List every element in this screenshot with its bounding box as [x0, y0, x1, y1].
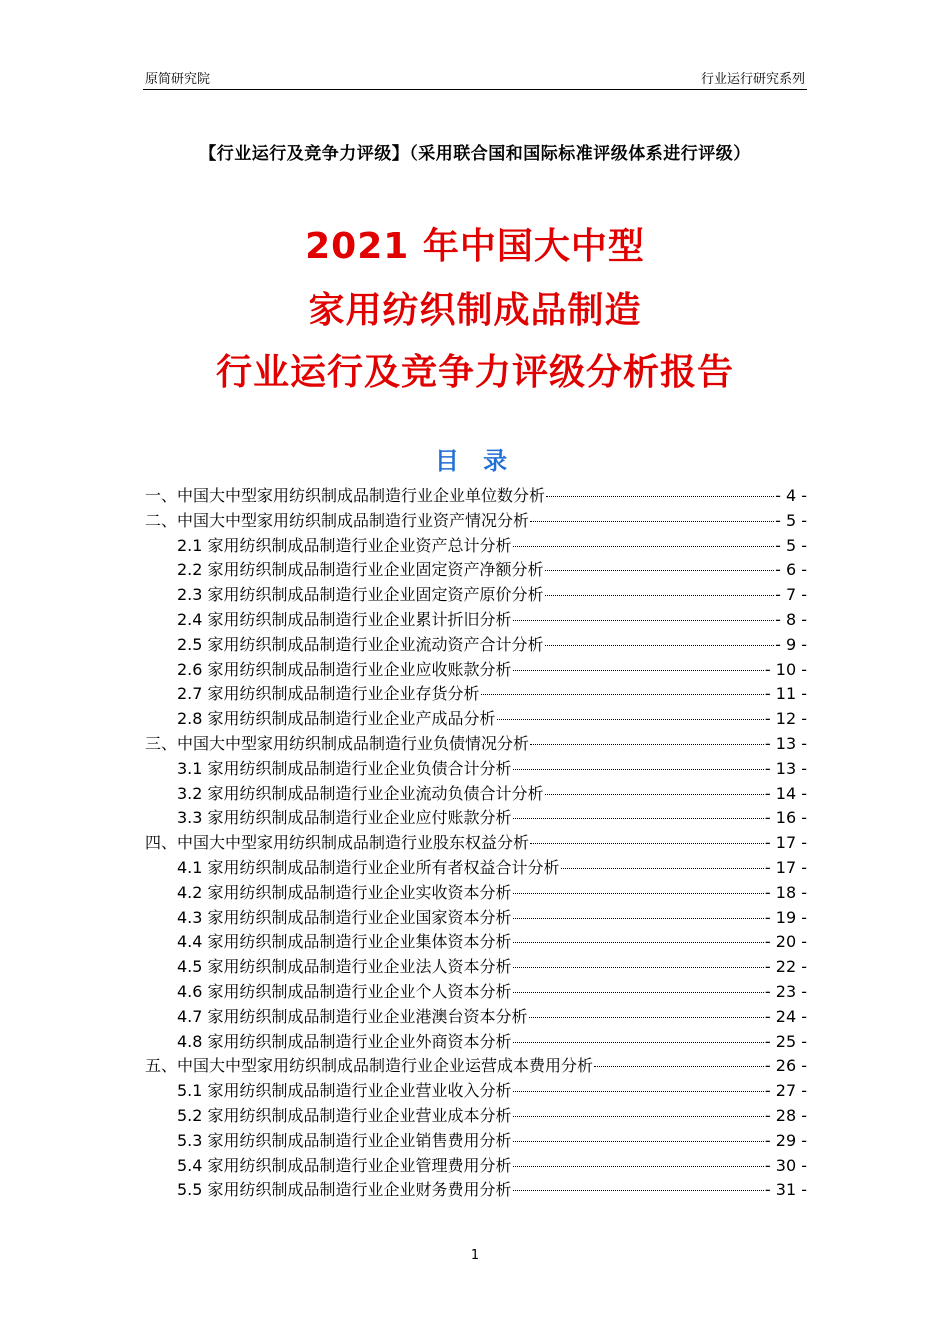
toc-entry-page: - 26 - [764, 1056, 807, 1076]
toc-entry-title: 5.2 家用纺织制成品制造行业企业营业成本分析 [177, 1105, 512, 1125]
toc-entry[interactable] [145, 905, 807, 930]
toc-entry[interactable] [145, 979, 807, 1004]
toc-entry[interactable] [145, 1177, 807, 1202]
toc-entry-title: 3.3 家用纺织制成品制造行业企业应付账款分析 [177, 808, 512, 828]
toc-dot-leader [513, 992, 764, 993]
toc-entry[interactable] [145, 557, 807, 582]
toc-entry-page: - 27 - [764, 1081, 807, 1101]
toc-dot-leader [497, 719, 764, 720]
toc-entry[interactable] [145, 508, 807, 533]
toc-entry-page: - 25 - [764, 1031, 807, 1051]
toc-entry[interactable] [145, 483, 807, 508]
toc-entry-page: - 28 - [764, 1105, 807, 1125]
toc-entry-page: - 24 - [764, 1006, 807, 1026]
toc-entry-title: 2.7 家用纺织制成品制造行业企业存货分析 [177, 684, 480, 704]
toc-entry[interactable] [145, 533, 807, 558]
toc-dot-leader [513, 1042, 764, 1043]
header-series-name: 行业运行研究系列 [700, 72, 805, 87]
report-subtitle: 【行业运行及竞争力评级】（采用联合国和国际标准评级体系进行评级） [199, 144, 751, 164]
toc-entry-title: 4.8 家用纺织制成品制造行业企业外商资本分析 [177, 1031, 512, 1051]
toc-entry[interactable] [145, 706, 807, 731]
toc-entry-page: - 31 - [764, 1180, 807, 1200]
toc-dot-leader [530, 744, 764, 745]
page-number: 1 [470, 1248, 480, 1263]
toc-entry-title: 5.1 家用纺织制成品制造行业企业营业收入分析 [177, 1081, 512, 1101]
toc-dot-leader [561, 868, 764, 869]
header-org-name: 原简研究院 [145, 72, 211, 87]
toc-entry-page: - 13 - [764, 733, 807, 753]
toc-entry-page: - 13 - [764, 758, 807, 778]
toc-dot-leader [513, 1091, 764, 1092]
report-title-line-1: 2021 年中国大中型 [305, 226, 645, 267]
toc-dot-leader [513, 1166, 764, 1167]
toc-entry[interactable] [145, 954, 807, 979]
toc-entry[interactable] [145, 1029, 807, 1054]
toc-entry[interactable] [145, 1128, 807, 1153]
toc-entry-title: 2.5 家用纺织制成品制造行业企业流动资产合计分析 [177, 634, 544, 654]
toc-entry[interactable] [145, 1078, 807, 1103]
toc-entry[interactable] [145, 731, 807, 756]
toc-dot-leader [513, 620, 775, 621]
toc-entry-title: 4.2 家用纺织制成品制造行业企业实收资本分析 [177, 882, 512, 902]
toc-entry-title: 2.1 家用纺织制成品制造行业企业资产总计分析 [177, 535, 512, 555]
toc-entry-title: 5.5 家用纺织制成品制造行业企业财务费用分析 [177, 1180, 512, 1200]
report-title-line-3: 行业运行及竞争力评级分析报告 [215, 352, 734, 393]
toc-dot-leader [546, 496, 774, 497]
toc-dot-leader [545, 794, 764, 795]
toc-dot-leader [513, 1190, 764, 1191]
report-title-line-2: 家用纺织制成品制造 [308, 290, 642, 331]
toc-entry[interactable] [145, 1103, 807, 1128]
toc-entry-title: 3.1 家用纺织制成品制造行业企业负债合计分析 [177, 758, 512, 778]
toc-entry-title: 二、中国大中型家用纺织制成品制造行业资产情况分析 [145, 510, 530, 530]
toc-entry-page: - 12 - [764, 709, 807, 729]
toc-entry-title: 2.6 家用纺织制成品制造行业企业应收账款分析 [177, 659, 512, 679]
toc-entry-page: - 8 - [775, 609, 807, 629]
toc-entry[interactable] [145, 880, 807, 905]
toc-entry-page: - 18 - [764, 882, 807, 902]
toc-entry[interactable] [145, 1053, 807, 1078]
toc-dot-leader [545, 595, 775, 596]
toc-dot-leader [530, 843, 764, 844]
toc-entry-page: - 10 - [764, 659, 807, 679]
toc-entry-page: - 22 - [764, 957, 807, 977]
toc-dot-leader [594, 1066, 764, 1067]
toc-entry[interactable] [145, 1004, 807, 1029]
toc-entry[interactable] [145, 607, 807, 632]
toc-entry-title: 三、中国大中型家用纺织制成品制造行业负债情况分析 [145, 733, 530, 753]
toc-heading: 目 录 [434, 447, 516, 475]
toc-entry[interactable] [145, 855, 807, 880]
toc-entry-title: 2.3 家用纺织制成品制造行业企业固定资产原价分析 [177, 585, 544, 605]
toc-entry-page: - 5 - [775, 510, 807, 530]
toc-entry-title: 4.1 家用纺织制成品制造行业企业所有者权益合计分析 [177, 857, 560, 877]
toc-entry-title: 5.4 家用纺织制成品制造行业企业管理费用分析 [177, 1155, 512, 1175]
toc-entry-page: - 16 - [764, 808, 807, 828]
toc-dot-leader [513, 1141, 764, 1142]
toc-entry-title: 3.2 家用纺织制成品制造行业企业流动负债合计分析 [177, 783, 544, 803]
toc-dot-leader [513, 1116, 764, 1117]
toc-dot-leader [529, 1017, 764, 1018]
toc-entry-page: - 6 - [775, 560, 807, 580]
toc-entry-title: 4.4 家用纺织制成品制造行业企业集体资本分析 [177, 932, 512, 952]
toc-entry-title: 2.8 家用纺织制成品制造行业企业产成品分析 [177, 709, 496, 729]
toc-dot-leader [513, 818, 764, 819]
toc-entry-page: - 29 - [764, 1130, 807, 1150]
toc-entry-title: 五、中国大中型家用纺织制成品制造行业企业运营成本费用分析 [145, 1056, 594, 1076]
toc-entry[interactable] [145, 929, 807, 954]
toc-entry-page: - 30 - [764, 1155, 807, 1175]
toc-entry-page: - 7 - [775, 585, 807, 605]
toc-dot-leader [530, 521, 774, 522]
toc-dot-leader [513, 942, 764, 943]
toc-dot-leader [545, 570, 775, 571]
toc-entry-page: - 5 - [775, 535, 807, 555]
toc-entry[interactable] [145, 1153, 807, 1178]
toc-entry-title: 一、中国大中型家用纺织制成品制造行业企业单位数分析 [145, 486, 546, 505]
toc-entry[interactable] [145, 756, 807, 781]
toc-entry-page: - 19 - [764, 907, 807, 927]
toc-entry-page: - 17 - [764, 857, 807, 877]
toc-entry-title: 4.6 家用纺织制成品制造行业企业个人资本分析 [177, 981, 512, 1001]
toc-entry-page: - 9 - [775, 634, 807, 654]
toc-entry-title: 2.2 家用纺织制成品制造行业企业固定资产净额分析 [177, 560, 544, 580]
toc-entry-page: - 17 - [764, 833, 807, 853]
toc-entry-title: 4.7 家用纺织制成品制造行业企业港澳台资本分析 [177, 1006, 528, 1026]
toc-entry[interactable] [145, 582, 807, 607]
toc-entry-title: 4.5 家用纺织制成品制造行业企业法人资本分析 [177, 957, 512, 977]
toc-entry[interactable] [145, 781, 807, 806]
table-of-contents [145, 483, 807, 1202]
toc-entry[interactable] [145, 805, 807, 830]
toc-entry-page: - 14 - [764, 783, 807, 803]
toc-entry[interactable] [145, 830, 807, 855]
toc-entry[interactable] [145, 657, 807, 682]
toc-dot-leader [481, 694, 764, 695]
toc-dot-leader [513, 769, 764, 770]
toc-dot-leader [545, 645, 775, 646]
header-divider [143, 89, 807, 90]
toc-entry[interactable] [145, 681, 807, 706]
toc-entry-title: 四、中国大中型家用纺织制成品制造行业股东权益分析 [145, 833, 530, 853]
toc-entry-title: 4.3 家用纺织制成品制造行业企业国家资本分析 [177, 907, 512, 927]
toc-entry[interactable] [145, 632, 807, 657]
toc-entry-page: - 11 - [764, 684, 807, 704]
toc-dot-leader [513, 670, 764, 671]
toc-entry-page: - 23 - [764, 981, 807, 1001]
toc-entry-page: - 4 - [775, 486, 807, 505]
toc-entry-title: 2.4 家用纺织制成品制造行业企业累计折旧分析 [177, 609, 512, 629]
toc-entry-page: - 20 - [764, 932, 807, 952]
toc-dot-leader [513, 546, 775, 547]
toc-entry-title: 5.3 家用纺织制成品制造行业企业销售费用分析 [177, 1130, 512, 1150]
toc-dot-leader [513, 893, 764, 894]
toc-dot-leader [513, 918, 764, 919]
toc-dot-leader [513, 967, 764, 968]
